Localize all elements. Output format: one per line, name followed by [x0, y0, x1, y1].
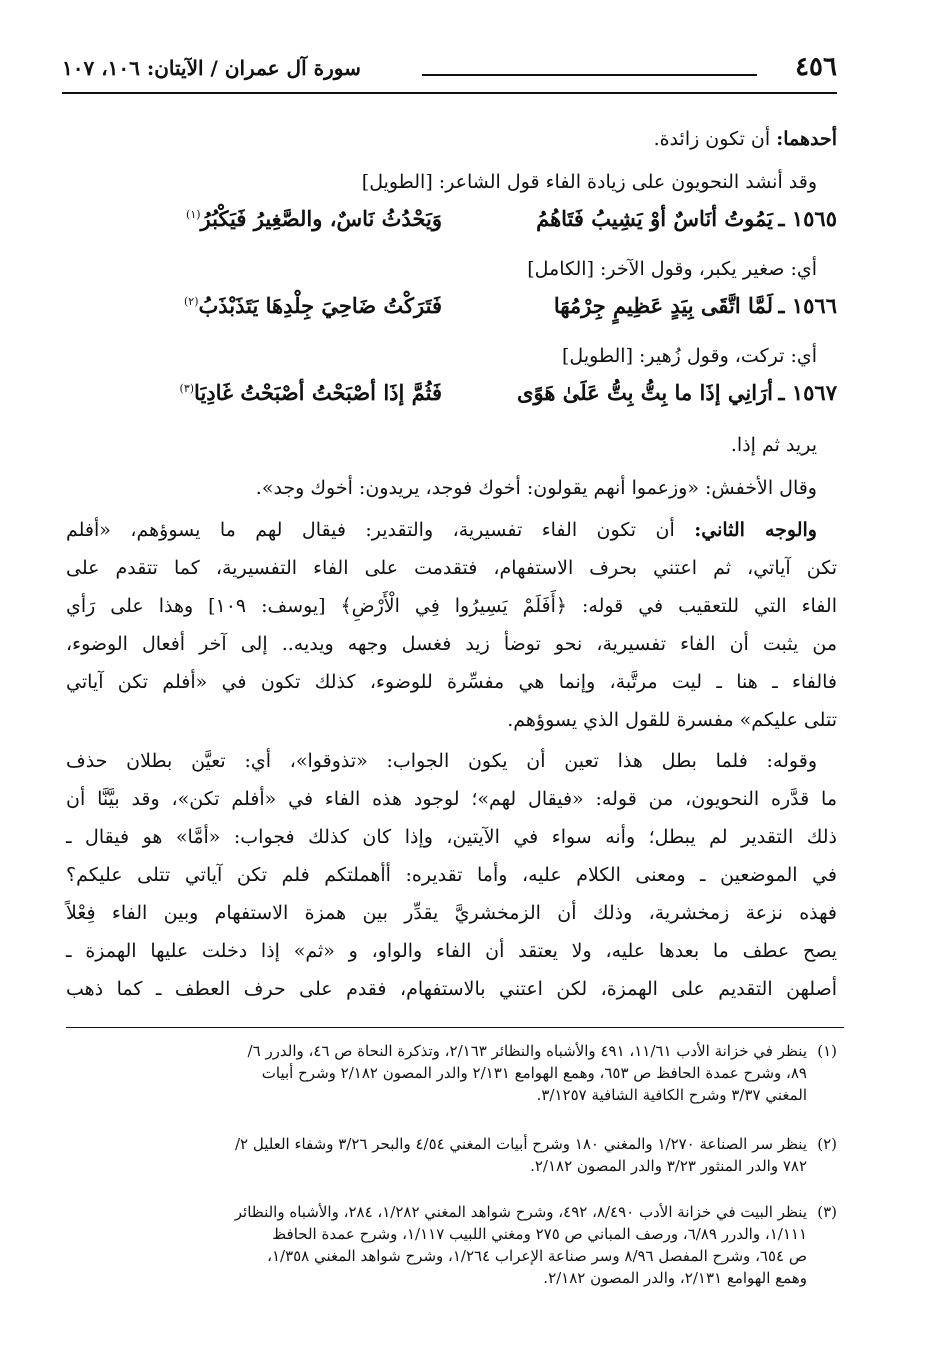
footnote-line: وهمع الهوامع ٢/١٣١، والدر المصون ٢/١٨٢.: [543, 1269, 807, 1287]
verse-first-hemistich: يَمُوتُ أنَاسٌ أوْ يَشِيبُ فَتَاهُمُ: [536, 206, 773, 231]
verse-second-hemistich: وَيَحْدُثُ نَاسٌ، والصَّغِيرُ فَيَكْبُرُ$^{(١)}$: [186, 206, 442, 231]
poetry-verse-1565: [66, 206, 837, 242]
text-line: [66, 124, 837, 154]
footnote-line: ٧٨٢ والدر المنثور ٣/٢٣ والدر المصون ٢/١٨٢.: [530, 1157, 807, 1175]
footnote-2: [66, 1133, 837, 1177]
footnote-line: ص ٦٥٤، وشرح المفصل ٨/٩٦ وسر صناعة الإعراب ١/٢٦٤، وشرح شواهد المغني ١/٣٥٨،: [267, 1247, 807, 1265]
text-line: أي: صغير يكبر، وقول الآخر: [الكامل]: [527, 258, 817, 280]
second-view-text: أن تكون الفاء تفسيرية، والتقدير: فيقال لهم ما يسوؤهم، «أفلم: [66, 519, 675, 541]
verse-number: ١٥٦٦ ـ: [778, 293, 837, 318]
second-view-label: والوجه الثاني:: [694, 519, 817, 541]
footnote-line: ١/١١١، والدرر ٦/٨٩، ورصف المباني ص ٢٧٥ ومغني اللبيب ١/١١٧، وشرح عمدة الحافظ: [272, 1225, 807, 1243]
verse-second-hemistich: فَثُمَّ إذَا أصْبَحْتُ أصْبَحْتُ غَادِيَا$^{(٣)}$: [179, 380, 442, 405]
footnote-ref: (٢): [183, 295, 199, 308]
footnote-1: [66, 1040, 837, 1106]
verse-number: ١٥٦٧ ـ: [778, 380, 837, 405]
footnote-3: [66, 1201, 837, 1289]
verse-number: ١٥٦٥ ـ: [778, 206, 837, 231]
text-line: الفاء التي للتعقيب في قوله: ﴿أَفَلَمْ يَسِيرُوا فِي الْأَرْضِ﴾ [يوسف: ١٠٩] وهذا على رَأي: [66, 595, 837, 617]
footnote-ref: (٣): [179, 382, 195, 395]
text-line: أصلهن التقديم على الهمزة، لكن اعتني بالاستفهام، فقدم على حرف العطف ـ كما ذهب: [66, 978, 837, 1000]
verse-first-hemistich: أرَانِي إذَا ما بِتُّ بِتُّ عَلَىٰ هَوًى: [517, 380, 773, 405]
footnote-line: المغني ٣/٣٧ وشرح الكافية الشافية ٣/١٢٥٧.: [536, 1086, 807, 1104]
poetry-verse-1566: [66, 293, 837, 329]
text-line: فهذه نزعة زمخشرية، وذلك أن الزمخشريَّ يقدِّر بين همزة الاستفهام وبين الفاء فِعْلاً: [66, 902, 837, 924]
header-title-rule: [422, 74, 757, 76]
verse-first-hemistich: لَمَّا اتَّقَى بِيَدٍ عَظِيمٍ جِرْمُهَا: [553, 293, 773, 318]
text-line: من يثبت أن الفاء تفسيرية، نحو توضأ زيد فغسل وجهه ويديه.. إلى آخر أفعال الوضوء،: [66, 633, 837, 655]
text-line: وقوله: فلما بطل هذا تعين أن يكون الجواب: «تذوقوا»، أي: تعيَّن بطلان حذف: [66, 750, 817, 772]
running-title: سورة آل عمران / الآيتان: ١٠٦، ١٠٧: [62, 56, 361, 80]
text-line: ذلك التقدير لم يبطل؛ وأنه سواء في الآيتين، وإذا كان كذلك فجواب: «أمَّا» هو فيقال ـ: [66, 826, 837, 848]
page-number: ٤٥٦: [795, 52, 837, 82]
poetry-verse-1567: [66, 380, 837, 416]
footnote-line: (٢)ينظر سر الصناعة ١/٢٧٠ والمغني ١٨٠ وشرح أبيات المغني ٤/٥٤ والبحر ٣/٢٦ وشفاء العليل ٢/: [234, 1135, 837, 1153]
text-line: أي: تركت، وقول زُهير: [الطويل]: [562, 345, 817, 367]
text-line: ما قدَّره النحويون، من قوله: «فيقال لهم»؛ لوجود هذه الفاء في «أفلم تكن»، وقد بيَّنَّا أن: [66, 788, 837, 810]
footnote-ref: (١): [186, 208, 201, 221]
footnote-separator: [66, 1027, 844, 1028]
first-view-label: أحدهما:: [776, 128, 837, 150]
text-line: تكن آياتي، ثم اعتني بحرف الاستفهام، فتقدمت على الفاء التفسيرية، كما تتقدم على: [66, 557, 837, 579]
header-rule: [62, 92, 837, 94]
text-line: وقد أنشد النحويون على زيادة الفاء قول الشاعر: [الطويل]: [361, 171, 817, 193]
footnote-line: ٨٩، وشرح عمدة الحافظ ص ٦٥٣، وهمع الهوامع ٢/١٣١ والدر المصون ٢/١٨٢ وشرح أبيات: [261, 1064, 807, 1082]
footnote-line: (٣)ينظر البيت في خزانة الأدب ٨/٤٩٠، ٤٩٢، وشرح شواهد المغني ١/٢٨٢، ٢٨٤، والأشباه والنظائر: [234, 1203, 837, 1221]
footnote-number: (٢): [817, 1135, 837, 1153]
verse-second-hemistich: فَتَرَكْتُ ضَاحِيَ جِلْدِهَا يَتَذَبْذَبُ$^{(٢)}$: [183, 293, 442, 318]
text-line: تتلى عليكم» مفسرة للقول الذي يسوؤهم.: [507, 709, 837, 731]
first-view-text: أن تكون زائدة.: [653, 128, 771, 150]
text-line: يريد ثم إذا.: [730, 434, 817, 456]
text-line: يصح عطف ما بعدها عليه، ولا يعتقد أن الفاء والواو، و «ثم» إذا دخلت عليها الهمزة ـ: [66, 940, 837, 962]
text-line: فالفاء ـ هنا ـ ليت مرتَّبة، وإنما هي مفسِّرة للوضوء، كذلك تكون في «أفلم تكن آياتي: [66, 671, 837, 693]
footnote-number: (٣): [817, 1203, 837, 1221]
text-line: [66, 515, 817, 545]
footnote-line: (١)ينظر في خزانة الأدب ١١/٦١، ٤٩١ والأشباه والنظائر ٢/١٦٣، وتذكرة النحاة ص ٤٦، والدرر ٦/: [247, 1042, 837, 1060]
footnote-number: (١): [817, 1042, 837, 1060]
text-line: وقال الأخفش: «وزعموا أنهم يقولون: أخوك فوجد، يريدون: أخوك وجد».: [255, 477, 817, 499]
page-header: [62, 52, 837, 92]
text-line: في الموضعين ـ ومعنى الكلام عليه، وأما تقديره: أأهملتكم فلم تكن آياتي تتلى عليكم؟: [66, 864, 837, 886]
